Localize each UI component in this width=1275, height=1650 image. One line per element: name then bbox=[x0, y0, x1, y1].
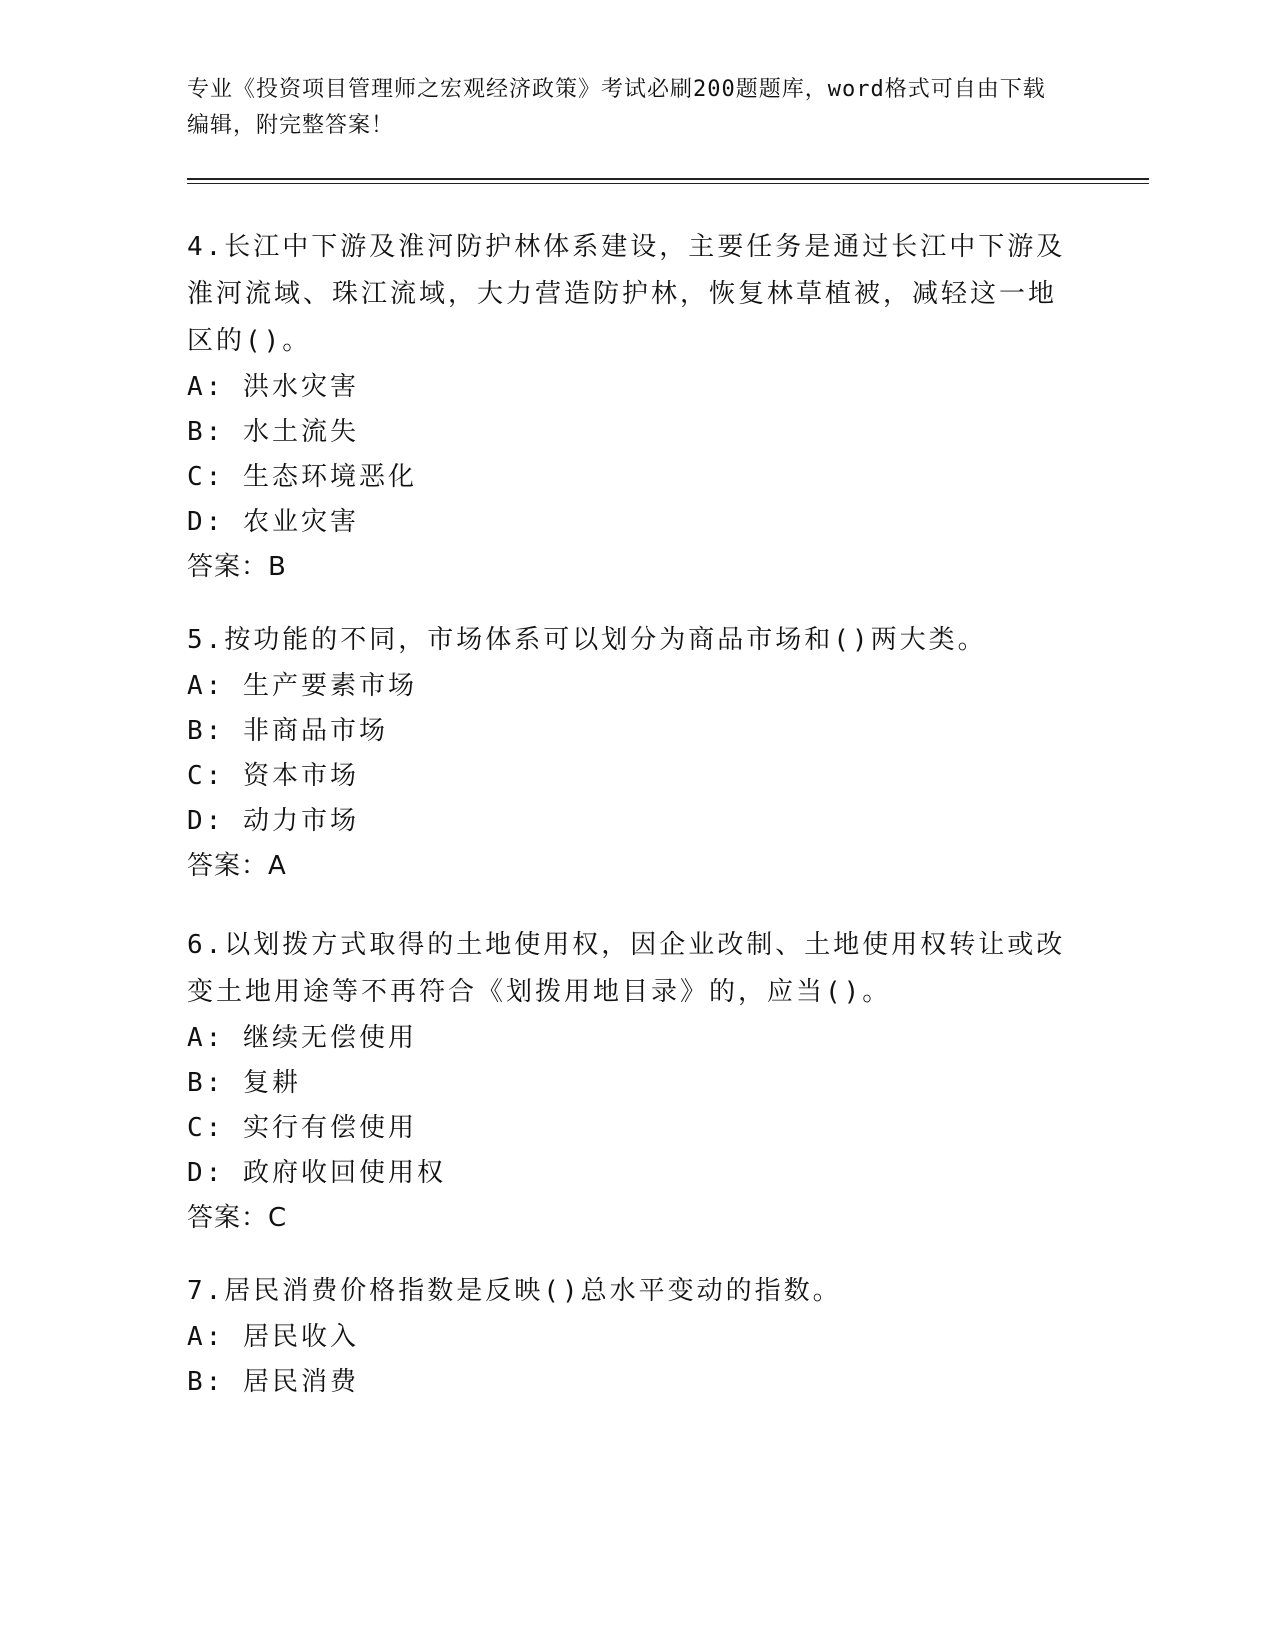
header-text: 专业《投资项目管理师之宏观经济政策》考试必刷200题题库，word格式可自由下载编辑，附完整答案！ bbox=[187, 77, 1046, 138]
answer: 答案：B bbox=[187, 552, 287, 582]
question-stem: 6.以划拨方式取得的土地使用权，因企业改制、土地使用权转让或改变土地用途等不再符合《划拨用地目录》的，应当()。 bbox=[187, 930, 1066, 1007]
option-b: B: 水土流失 bbox=[187, 417, 359, 447]
question-7 bbox=[187, 1268, 1067, 1405]
question-5 bbox=[187, 617, 1067, 889]
option-d: D: 动力市场 bbox=[187, 806, 359, 836]
option-a: A: 洪水灾害 bbox=[187, 372, 359, 402]
answer: 答案：C bbox=[187, 1203, 288, 1233]
question-stem: 7.居民消费价格指数是反映()总水平变动的指数。 bbox=[187, 1276, 842, 1306]
option-b: B: 居民消费 bbox=[187, 1367, 359, 1397]
option-c: C: 资本市场 bbox=[187, 761, 359, 791]
option-b: B: 非商品市场 bbox=[187, 716, 388, 746]
option-c: C: 实行有偿使用 bbox=[187, 1113, 417, 1143]
document-header bbox=[187, 72, 1067, 144]
option-a: A: 继续无偿使用 bbox=[187, 1023, 417, 1053]
answer: 答案：A bbox=[187, 851, 287, 881]
option-a: A: 生产要素市场 bbox=[187, 671, 417, 701]
option-c: C: 生态环境恶化 bbox=[187, 462, 417, 492]
question-4 bbox=[187, 224, 1067, 590]
header-divider bbox=[187, 178, 1149, 184]
question-6 bbox=[187, 922, 1067, 1241]
option-d: D: 农业灾害 bbox=[187, 507, 359, 537]
option-b: B: 复耕 bbox=[187, 1068, 301, 1098]
question-stem: 5.按功能的不同，市场体系可以划分为商品市场和()两大类。 bbox=[187, 625, 987, 655]
option-d: D: 政府收回使用权 bbox=[187, 1158, 446, 1188]
option-a: A: 居民收入 bbox=[187, 1322, 359, 1352]
question-stem: 4.长江中下游及淮河防护林体系建设，主要任务是通过长江中下游及淮河流域、珠江流域，大力营造防护林，恢复林草植被，减轻这一地区的()。 bbox=[187, 232, 1066, 356]
